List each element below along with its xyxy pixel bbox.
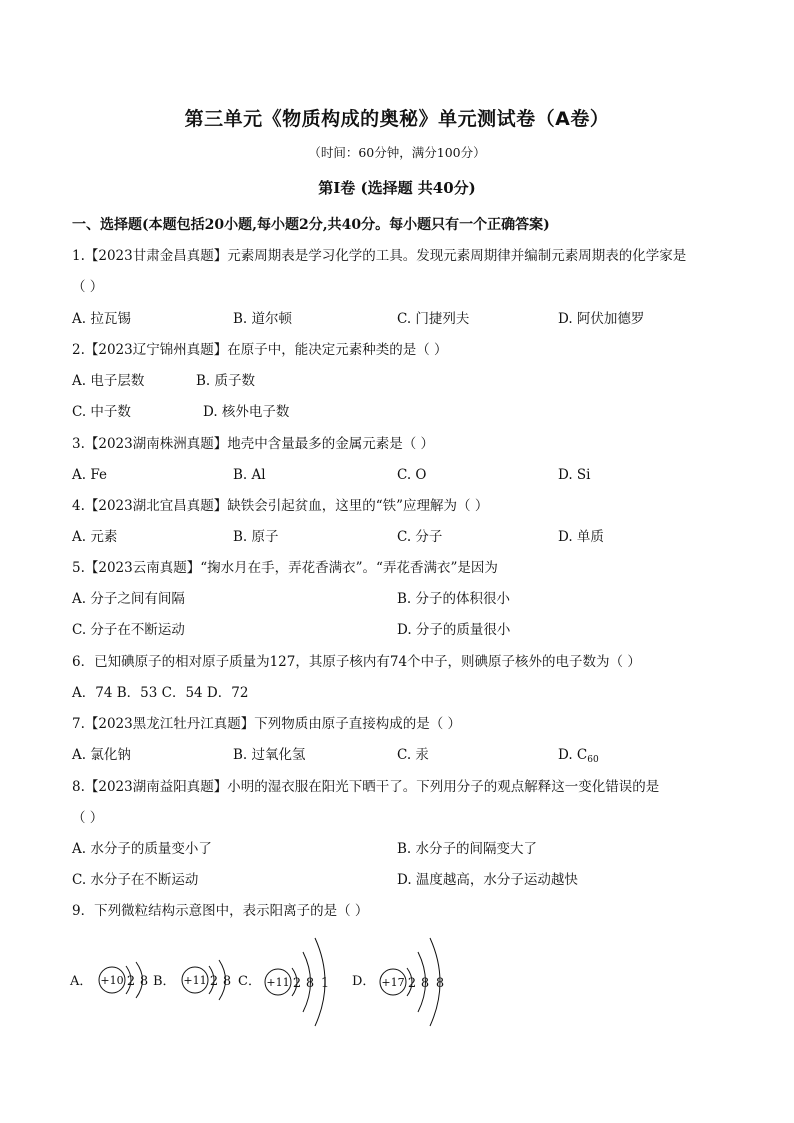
question-1-stem: 1.【2023甘肃金昌真题】元素周期表是学习化学的工具。发现元素周期律并编制元素周期表的化学家是: [72, 248, 687, 264]
question-5-option-c: C. 分子在不断运动: [72, 622, 185, 638]
question-8-option-a: A. 水分子的质量变小了: [72, 841, 212, 857]
question-6-stem: 6．已知碘原子的相对原子质量为127，其原子核内有74个中子，则碘原子核外的电子数为（ ）: [72, 654, 641, 670]
question-4-option-c: C. 分子: [397, 529, 443, 545]
question-3-stem: 3.【2023湖南株洲真题】地壳中含量最多的金属元素是（ ）: [72, 436, 435, 452]
diagram-d-shell-1-count: 2: [407, 976, 417, 991]
question-5-option-a: A. 分子之间有间隔: [72, 591, 185, 607]
question-7-option-d-text: D. C: [558, 747, 588, 763]
question-1-option-d: D. 阿伏加德罗: [558, 311, 645, 327]
question-8-option-c: C. 水分子在不断运动: [72, 872, 199, 888]
question-9-stem: 9．下列微粒结构示意图中，表示阳离子的是（ ）: [72, 903, 369, 919]
diagram-b-nucleus: +11: [183, 974, 207, 987]
question-8-option-d: D. 温度越高，水分子运动越快: [397, 872, 578, 888]
question-4-option-d: D. 单质: [558, 529, 604, 545]
question-5-option-b: B. 分子的体积很小: [397, 591, 511, 607]
time-note: （时间：60分钟，满分100分）: [308, 145, 486, 160]
diagram-c-shell-2-count: 8: [305, 976, 315, 991]
question-1-option-a: A. 拉瓦锡: [72, 311, 131, 327]
diagram-c-nucleus: +11: [266, 976, 290, 989]
diagram-a-nucleus: +10: [100, 974, 124, 987]
question-7-stem: 7.【2023黑龙江牡丹江真题】下列物质由原子直接构成的是（ ）: [72, 716, 462, 732]
diagram-b-shell-2-count: 8: [222, 974, 232, 989]
question-6-options: A．74 B．53 C．54 D．72: [72, 685, 249, 701]
diagram-d-nucleus: +17: [381, 976, 405, 989]
diagram-d-shell-3-count: 8: [435, 976, 445, 991]
diagram-b-label: B．: [153, 974, 176, 989]
question-4-option-a: A. 元素: [72, 529, 118, 545]
section-title: 第I卷 (选择题 共40分): [318, 179, 476, 197]
question-8-blank: （ ）: [72, 810, 104, 826]
question-3-option-b: B. Al: [233, 467, 266, 483]
question-7-option-d: [558, 746, 599, 769]
question-4-stem: 4.【2023湖北宜昌真题】缺铁会引起贫血，这里的“铁”应理解为（ ）: [72, 498, 489, 514]
diagram-c-shell-3-count: 1: [320, 976, 330, 991]
diagram-c-shell-1-count: 2: [292, 976, 302, 991]
diagram-a-label: A．: [70, 974, 93, 989]
question-4-option-b: B. 原子: [233, 529, 279, 545]
diagram-d-label: D．: [352, 974, 376, 989]
question-2-stem: 2.【2023辽宁锦州真题】在原子中，能决定元素种类的是（ ）: [72, 342, 448, 358]
question-2-option-d: D. 核外电子数: [203, 404, 290, 420]
page-title: 第三单元《物质构成的奥秘》单元测试卷（A卷）: [184, 108, 610, 130]
diagram-a-shell-2-count: 8: [139, 974, 149, 989]
question-3-option-a: A. Fe: [72, 467, 107, 483]
question-7-option-a: A. 氯化钠: [72, 747, 131, 763]
question-2-option-c: C. 中子数: [72, 404, 131, 420]
question-3-option-c: C. O: [397, 467, 427, 483]
diagram-b-shell-1-count: 2: [209, 974, 219, 989]
question-7-option-c: C. 汞: [397, 747, 429, 763]
question-5-option-d: D. 分子的质量很小: [397, 622, 511, 638]
question-2-option-a: A. 电子层数: [72, 373, 145, 389]
question-7-option-b: B. 过氧化氢: [233, 747, 306, 763]
question-2-option-b: B. 质子数: [196, 373, 256, 389]
question-3-option-d: D. Si: [558, 467, 591, 483]
section-instructions: 一、选择题(本题包括20小题,每小题2分,共40分。每小题只有一个正确答案): [72, 217, 550, 233]
question-8-stem: 8.【2023湖南益阳真题】小明的湿衣服在阳光下晒干了。下列用分子的观点解释这一变化错误的是: [72, 779, 660, 795]
atom-diagrams-svg: [60, 930, 460, 1040]
question-7-option-d-subscript: 60: [587, 755, 599, 765]
question-1-blank: （ ）: [72, 279, 104, 295]
question-1-option-c: C. 门捷列夫: [397, 311, 470, 327]
diagram-c-label: C．: [238, 974, 261, 989]
diagram-d-shell-2-count: 8: [420, 976, 430, 991]
question-1-option-b: B. 道尔顿: [233, 311, 293, 327]
question-8-option-b: B. 水分子的间隔变大了: [397, 841, 538, 857]
atom-structure-diagrams: [60, 930, 460, 1040]
diagram-a-shell-1-count: 2: [126, 974, 136, 989]
question-5-stem: 5.【2023云南真题】“掬水月在手，弄花香满衣”。“弄花香满衣”是因为: [72, 560, 498, 576]
